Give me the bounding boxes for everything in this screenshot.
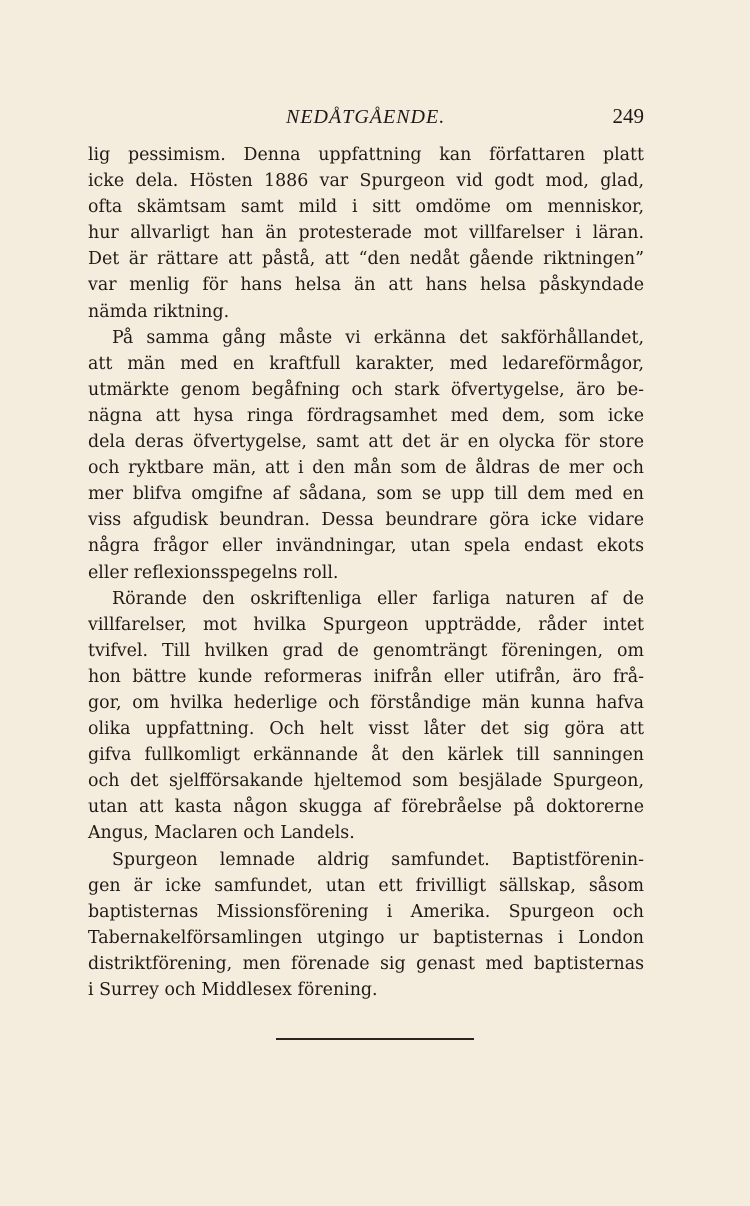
text-line: lig pessimism. Denna uppfattning kan författaren platt [88, 145, 644, 165]
text-line: var menlig för hans helsa än att hans helsa påskyndade [88, 275, 644, 296]
text-line: gifva fullkomligt erkännande åt den kärlek till sanningen [88, 745, 644, 766]
text-line: eller reflexionsspegelns roll. [88, 562, 339, 583]
text-line: ofta skämtsam samt mild i sitt omdöme om menniskor, [88, 197, 644, 218]
text-line: gen är icke samfundet, utan ett frivilligt sällskap, såsom [88, 875, 644, 896]
text-line: utan att kasta någon skugga af förebråelse på doktorerne [88, 797, 644, 818]
text-line: några frågor eller invändningar, utan spela endast ekots [88, 536, 644, 557]
end-rule-divider [276, 1038, 474, 1040]
text-line: olika uppfattning. Och helt visst låter det sig göra att [88, 719, 644, 740]
text-line: Det är rättare att påstå, att “den nedåt gående riktningen” [88, 249, 644, 270]
text-line: utmärkte genom begåfning och stark öfvertygelse, äro be- [88, 379, 644, 400]
text-line: gor, om hvilka hederlige och förståndige män kunna hafva [88, 692, 644, 713]
paragraph-1 [88, 142, 644, 325]
text-line: att män med en kraftfull karakter, med ledareförmågor, [88, 353, 644, 374]
text-line: och det sjelfförsakande hjeltemod som besjälade Spurgeon, [88, 771, 644, 792]
text-line: viss afgudisk beundran. Dessa beundrare göra icke vidare [88, 510, 644, 531]
text-line: distriktförening, men förenade sig genast med baptisternas [88, 953, 644, 974]
text-line: icke dela. Hösten 1886 var Spurgeon vid godt mod, glad, [88, 171, 644, 192]
paragraph-3 [88, 586, 644, 847]
text-line: hur allvarligt han än protesterade mot villfarelser i läran. [88, 223, 644, 244]
text-line: i Surrey och Middlesex förening. [88, 980, 378, 1000]
text-line: tvifvel. Till hvilken grad de genomträngt föreningen, om [88, 640, 644, 661]
text-line: nämda riktning. [88, 301, 230, 322]
text-line: Angus, Maclaren och Landels. [88, 823, 355, 844]
body-text [88, 142, 644, 1003]
page-header [88, 100, 648, 130]
text-line: nägna att hysa ringa fördragsamhet med dem, som icke [88, 405, 644, 426]
text-line: mer blifva omgifne af sådana, som se upp till dem med en [88, 484, 644, 505]
running-title: NEDÅTGÅENDE. [286, 106, 446, 128]
text-line: Rörande den oskriftenliga eller farliga naturen af de [112, 588, 644, 609]
text-line: hon bättre kunde reformeras inifrån eller utifrån, äro frå- [88, 666, 644, 687]
paragraph-4 [88, 847, 644, 1004]
text-line: Tabernakelförsamlingen utgingo ur baptisternas i London [88, 927, 644, 948]
text-line: Spurgeon lemnade aldrig samfundet. Baptistförenin- [112, 849, 644, 870]
text-line: villfarelser, mot hvilka Spurgeon uppträdde, råder intet [88, 614, 644, 635]
text-line: baptisternas Missionsförening i Amerika. Spurgeon och [88, 901, 644, 922]
text-line: och ryktbare män, att i den mån som de åldras de mer och [88, 458, 644, 479]
text-line: På samma gång måste vi erkänna det sakförhållandet, [112, 327, 644, 348]
page-number: 249 [612, 104, 644, 128]
text-line: dela deras öfvertygelse, samt att det är en olycka för store [88, 432, 644, 453]
paragraph-2 [88, 325, 644, 586]
